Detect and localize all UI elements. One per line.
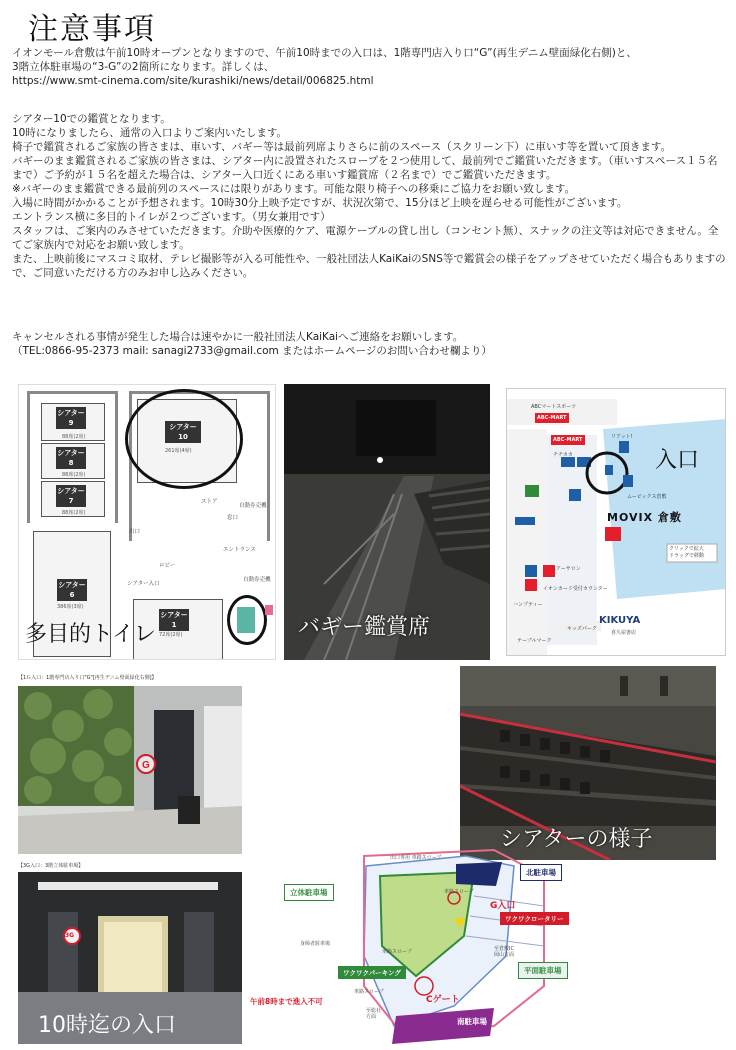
note-item: シアター10での鑑賞となります。 bbox=[12, 113, 171, 125]
accessible-toilet-icon bbox=[237, 607, 255, 633]
buggy-caption: バギー鑑賞席 bbox=[298, 615, 431, 640]
cancel-notice bbox=[12, 330, 726, 358]
slope-label-3: 車路スロープ bbox=[354, 989, 384, 995]
intro-line-1: イオンモール倉敷は午前10時オープンとなりますので、午前10時までの入口は、1階専門店入り口“G”(再生デニム壁面緑化右側)と、 bbox=[12, 47, 637, 59]
aeon-card-label: イオンカード受付カウンター bbox=[543, 586, 608, 592]
ticket-label: 窓口 bbox=[227, 515, 239, 521]
wakuwaku-quarter-label: ワクワクロータリー bbox=[500, 912, 569, 925]
3g-sign: 3G bbox=[65, 932, 75, 939]
parking-map bbox=[244, 836, 596, 1046]
tower-parking-label: 立体駐車場 bbox=[284, 884, 334, 901]
slope-label-1: 車路スロープ bbox=[444, 889, 474, 895]
wakuwaku-parking-label: ワクワクパーキング bbox=[338, 966, 406, 979]
note-item: 椅子で鑑賞されるご家族の皆さまは、車いす、バギー等は最前列席よりさらに前のスペース（スクリーン下）に車いす等を置いて頂きます。 bbox=[12, 141, 672, 153]
kikuya-logo: KIKUYA bbox=[599, 615, 641, 626]
note-item: 入場に時間がかかることが予想されます。10時30分上映予定ですが、状況次第で、15分ほど上映を遅らせる可能性がございます。 bbox=[12, 197, 628, 209]
theater-6-seats: 386席(3席) bbox=[57, 604, 84, 610]
kids-park-label: キッズパーク bbox=[567, 626, 597, 632]
store-riatto-label: リアット! bbox=[611, 434, 633, 440]
theater-1-seats: 72席(2席) bbox=[159, 632, 183, 638]
note-item: バギーのまま鑑賞されるご家族の皆さまは、シアター内に設置されたスロープを２つ使用して、最前列でご鑑賞いただきます。（車いすスペース１５名まで）ご予約が１５名を超えた場合は、シアター入口近くにある車いす鑑賞席（２名まで）でご鑑賞いただきます。 bbox=[12, 155, 718, 181]
theater-1-label: シアター 1 bbox=[160, 611, 188, 629]
theater-interior-photo bbox=[460, 666, 716, 860]
multipurpose-toilet-caption: 多目的トイレ bbox=[25, 622, 156, 647]
intro-line-2: 3階立体駐車場の“3-G”の2箇所になります。詳しくは、 bbox=[12, 61, 275, 73]
slope-label-2: 車路スロープ bbox=[382, 949, 412, 955]
lobby-label: ロビー bbox=[159, 563, 176, 569]
page-title: 注意事項 bbox=[28, 12, 156, 47]
vending-label-1: 自動券売機 bbox=[239, 503, 267, 509]
buggy-seating-photo bbox=[284, 384, 490, 660]
toilet-icon bbox=[265, 605, 273, 615]
theater-7-seats: 88席(2席) bbox=[62, 510, 86, 516]
theater-9-seats: 88席(2席) bbox=[62, 434, 86, 440]
exit-label: 出口 bbox=[129, 529, 141, 535]
abc-mart-1-label: ABC-MART bbox=[537, 415, 567, 421]
hair-salon-label: ヘアーサロン bbox=[551, 566, 581, 572]
kikuya-sub-label: 喜久屋書店 bbox=[611, 630, 637, 636]
table-mark-label: テーブルマーク bbox=[517, 638, 552, 644]
flat-parking-label: 平面駐車場 bbox=[518, 962, 568, 979]
north-parking-label: 北駐車場 bbox=[520, 864, 562, 881]
entrance-1g-illustration bbox=[18, 686, 242, 854]
entrance-3g-photo bbox=[18, 872, 242, 1044]
theater-8-seats: 88席(2席) bbox=[62, 472, 86, 478]
theater-entrance-label: シアター入口 bbox=[127, 581, 160, 587]
theater-interior-caption: シアターの様子 bbox=[500, 827, 653, 852]
no-entry-label: 午前8時まで進入不可 bbox=[250, 997, 323, 1006]
exit-only-label: 出口専用 車路スロープ bbox=[390, 855, 442, 861]
note-item: また、上映前後にマスコミ取材、テレビ撮影等が入る可能性や、一般社団法人KaiKaiのSNS等で鑑賞会の様子をアップさせていただく場合もありますので、ご同意いただける方のみお申し込みください。 bbox=[12, 253, 726, 279]
theater-10-seats: 261席(4席) bbox=[165, 448, 192, 454]
theater-8-label: シアター 8 bbox=[57, 449, 85, 467]
entrance-1g-photo bbox=[18, 686, 242, 854]
theater-10-label: シアター 10 bbox=[165, 421, 201, 443]
note-item: ※バギーのまま鑑賞できる最前列のスペースには限りがあります。可能な限り椅子への移乗にご協力をお願い致します。 bbox=[12, 183, 576, 195]
entrance-label: エントランス bbox=[223, 547, 256, 553]
south-parking-label: 南駐車場 bbox=[457, 1017, 487, 1026]
g-entrance-label: G入口 bbox=[490, 901, 516, 911]
mall-entrance-caption: 入口 bbox=[655, 448, 700, 473]
direction-label-1: 至倉敷IC 岡山方面 bbox=[494, 946, 515, 958]
note-item: スタッフは、ご案内のみさせていただきます。介助や医療的ケア、電源ケーブルの貸し出し（コンセント無）、スナックの注文等は対応できません。全てご家族内で対応をお願い致します。 bbox=[12, 225, 719, 251]
theater-6-label: シアター 6 bbox=[58, 581, 86, 599]
theater-7-label: シアター 7 bbox=[57, 487, 85, 505]
theater-9-label: シアター 9 bbox=[57, 409, 85, 427]
abc-mart-2-label: ABC-MART bbox=[553, 437, 583, 443]
direction-label-2: 至総社 方面 bbox=[366, 1008, 382, 1020]
entrance-3g-caption-strip: 【3G入口：3階立体駐車場】 bbox=[18, 863, 84, 869]
humpty-label: ハンプティー bbox=[513, 602, 543, 608]
notes-list bbox=[12, 112, 726, 280]
cancel-contact[interactable]: （TEL:0866-95-2373 mail: sanagi2733@gmail.com またはホームページのお問い合わせ欄より） bbox=[12, 345, 492, 357]
theater-floor-map bbox=[18, 384, 276, 660]
store-label: ストア bbox=[201, 499, 218, 505]
detail-link[interactable]: https://www.smt-cinema.com/site/kurashiki/news/detail/006825.html bbox=[12, 75, 374, 87]
entrance-1g-caption-strip: 【1Ｇ入口：1階専門店入り口"G"[再生デニム壁面緑化右側]】 bbox=[18, 675, 157, 681]
note-item: エントランス横に多目的トイレが２つございます。（男女兼用です） bbox=[12, 211, 331, 223]
mall-floor-map bbox=[506, 388, 726, 656]
theater-10-highlight-circle bbox=[125, 389, 243, 489]
handicap-parking-label: 身障者駐車場 bbox=[300, 941, 331, 947]
svg-text:G: G bbox=[142, 760, 150, 771]
vending-label-2: 自動券売機 bbox=[243, 577, 271, 583]
c-gate-label: Cゲート bbox=[426, 995, 460, 1005]
zoom-hint: クリックで拡大 ドラッグで移動 bbox=[669, 546, 704, 559]
intro-text bbox=[12, 46, 726, 88]
movix-logo: MOVIX 倉敷 bbox=[607, 511, 682, 524]
store-chichikaka-label: チチカカ bbox=[553, 452, 573, 458]
movie-theater-label: ムービックス倉敷 bbox=[627, 494, 667, 500]
before-10-entrance-caption: 10時迄の入口 bbox=[38, 1013, 176, 1038]
note-item: 10時になりましたら、通常の入口よりご案内いたします。 bbox=[12, 127, 288, 139]
abc-sports-label: ABCマートスポーツ bbox=[531, 404, 577, 410]
cancel-line-1: キャンセルされる事情が発生した場合は速やかに一般社団法人KaiKaiへご連絡をお願いします。 bbox=[12, 331, 464, 343]
